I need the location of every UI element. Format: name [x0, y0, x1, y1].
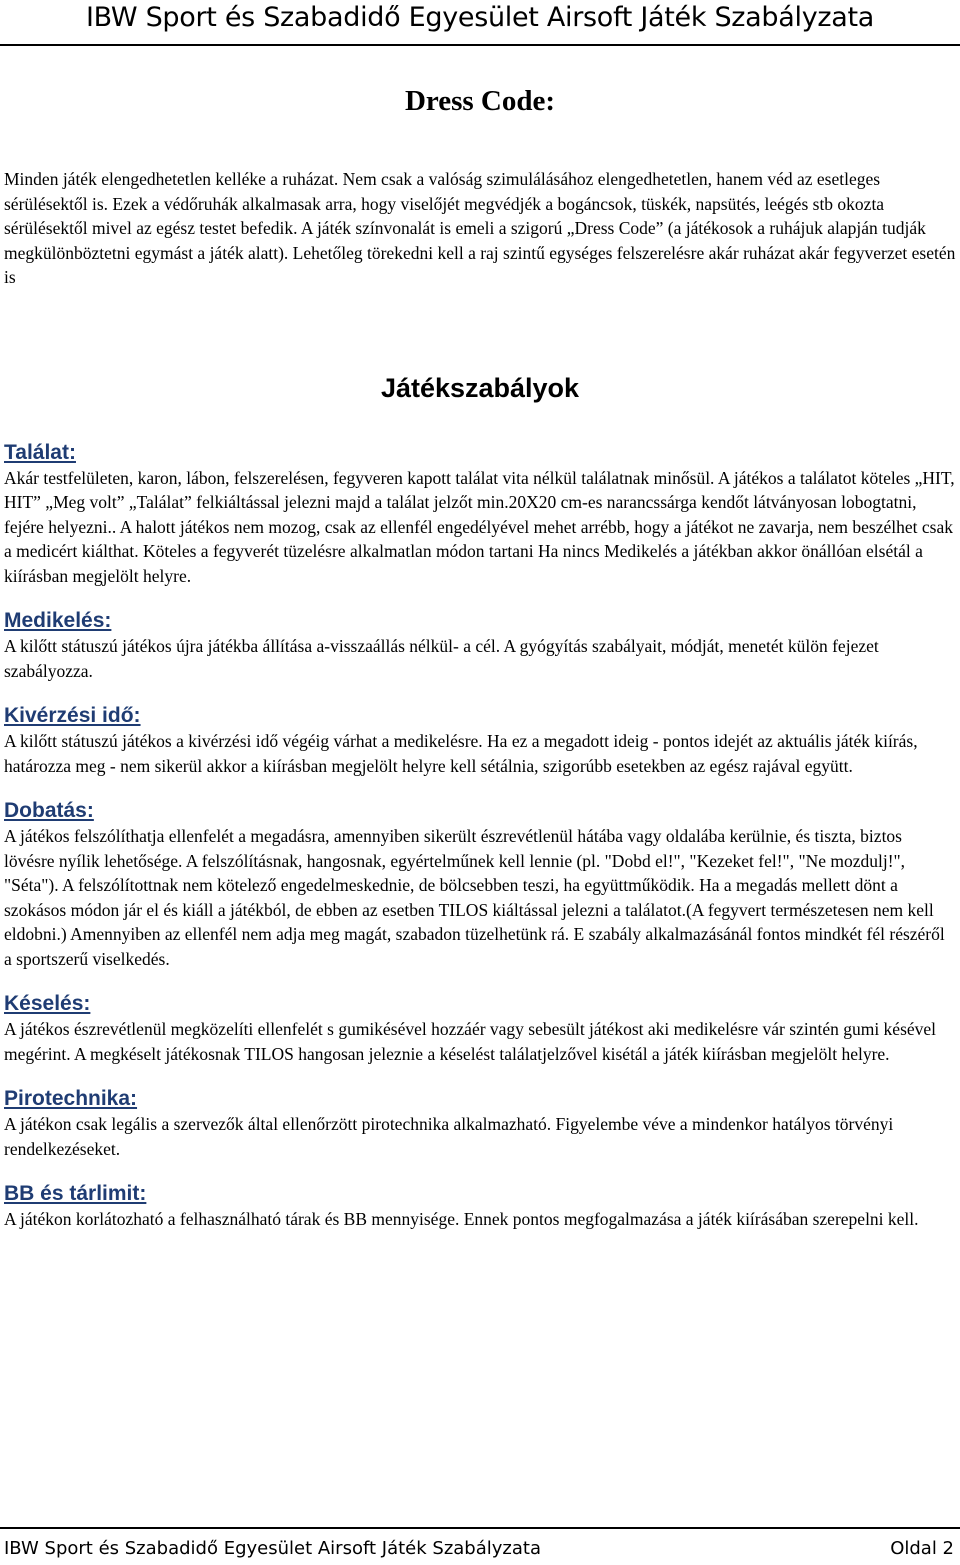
section-title-rules: Játékszabályok	[380, 372, 580, 403]
rule-text-medikeles: A kilőtt státuszú játékos újra játékba állítása a-visszaállás nélkül- a cél. A gyógyítás szabályait, módját, menetét külön fejezet szabályozza.	[4, 636, 879, 681]
rule-heading-bb-tarlimit: BB és tárlimit:	[4, 1182, 147, 1205]
rule-block-pirotechnika	[4, 1086, 956, 1161]
rule-text-keseles: A játékos észrevétlenül megközelíti ellenfelét s gumikésével hozzáér vagy sebesült játékost aki medikelésre vár szintén gumi késével megérint. A megkéselt játékosnak TILOS hangosan jeleznie a késelést találatjelzővel kisétál a játék kiírásban megjelölt helyre.	[4, 1019, 937, 1064]
rule-block-medikeles	[4, 608, 956, 683]
dress-code-paragraph: Minden játék elengedhetetlen kelléke a ruházat. Nem csak a valóság szimulálásához elengedhetetlen, hanem véd az esetleges sérülésektől is. Ezek a védőruhák alkalmasak arra, hogy viselőjét megvédjék a bogáncsok, tüskék, napsütés, leégés stb okozta sérülésektől mivel az egész testet befedik. A játék színvonalát is emeli a szigorú „Dress Code” (a játékosok a ruhájuk alapján tudják megkülönböztetni egymást a játék alatt). Lehetőleg törekedni kell a raj szintű egységes felszerelésre akár ruházat akár fegyverzet esetén is	[4, 169, 956, 287]
rule-heading-keseles: Késelés:	[4, 992, 91, 1015]
rule-block-kiverzesi-ido	[4, 703, 956, 778]
rule-text-dobatas: A játékos felszólíthatja ellenfelét a megadásra, amennyiben sikerült észrevétlenül hátába vagy oldalába kerülnie, és tiszta, biztos lövésre nyílik lehetősége. A felszólításnak, hangosnak, egyértelműnek kell lennie (pl. "Dobd el!", "Kezeket fel!", "Ne mozdulj!", "Séta"). A felszólítottnak nem kötelező engedelmeskednie, de bölcsebben teszi, ha együttműködik. Ha a megadás mellett dönt a szokásos módon jár el és kiáll a játékból, de ebben az esetben TILOS kiáltással jelezni a találatot.(A fegyvert természetesen nem kell eldobni.) Amennyiben az ellenfél nem adja meg magát, szabadon tüzelhetünk rá. E szabály alkalmazásánál fontos mindkét fél részéről a sportszerű viselkedés.	[4, 826, 945, 969]
dress-code-title: Dress Code:	[404, 85, 556, 117]
rule-text-pirotechnika: A játékon csak legális a szervezők által ellenőrzött pirotechnika alkalmazható. Figyelembe véve a mindenkor hatályos törvényi rendelkezéseket.	[4, 1114, 894, 1159]
rule-heading-kiverzesi-ido: Kivérzési idő:	[4, 704, 141, 727]
rule-text-bb-tarlimit: A játékon korlátozható a felhasználható tárak és BB mennyisége. Ennek pontos megfogalmazása a játék kiírásában szerepelni kell.	[4, 1209, 919, 1229]
rule-heading-pirotechnika: Pirotechnika:	[4, 1087, 138, 1110]
rule-heading-dobatas: Dobatás:	[4, 799, 94, 822]
rule-text-talalat: Akár testfelületen, karon, lábon, felszerelésen, fegyveren kapott találat vita nélkül találatnak minősül. A játékos a találatot köteles „HIT, HIT” „Meg volt” „Találat” felkiáltással jelezni majd a találat jelzőt min.20X20 cm-es narancssárga kendőt látványosan lobogtatni, fejére helyezni.. A halott játékos nem mozog, csak az ellenfél engedélyével mehet arrébb, hogy a játékot ne zavarja, nem beszélhet csak a medicért kiálthat. Köteles a fegyverét tüzelésre alkalmatlan módon tartani Ha nincs Medikelés a játékban akkor önállóan elsétál a kiírásban megjelölt helyre.	[4, 467, 955, 586]
page-header	[0, 0, 960, 46]
rule-text-kiverzesi-ido: A kilőtt státuszú játékos a kivérzési idő végéig várhat a medikelésre. Ha ez a megadott ideig - pontos idejét az aktuális játék kiírás, határozza meg - nem sikerül akkor a kiírásban megjelölt helyre kell sétálnia, szigorúbb esetekben az egész rajával együtt.	[4, 731, 918, 776]
rule-block-talalat	[4, 440, 956, 589]
rule-block-bb-tarlimit	[4, 1181, 956, 1232]
page-footer	[0, 1527, 960, 1565]
document-body	[4, 83, 956, 1252]
rule-block-dobatas	[4, 798, 956, 971]
rule-block-keseles	[4, 991, 956, 1066]
rule-heading-medikeles: Medikelés:	[4, 609, 112, 632]
rule-heading-talalat: Találat:	[4, 440, 76, 464]
page-number: Oldal 2	[890, 1538, 954, 1559]
header-title: IBW Sport és Szabadidő Egyesület Airsoft Játék Szabályzata	[85, 2, 875, 33]
footer-title: IBW Sport és Szabadidő Egyesület Airsoft Játék Szabályzata	[4, 1538, 541, 1559]
